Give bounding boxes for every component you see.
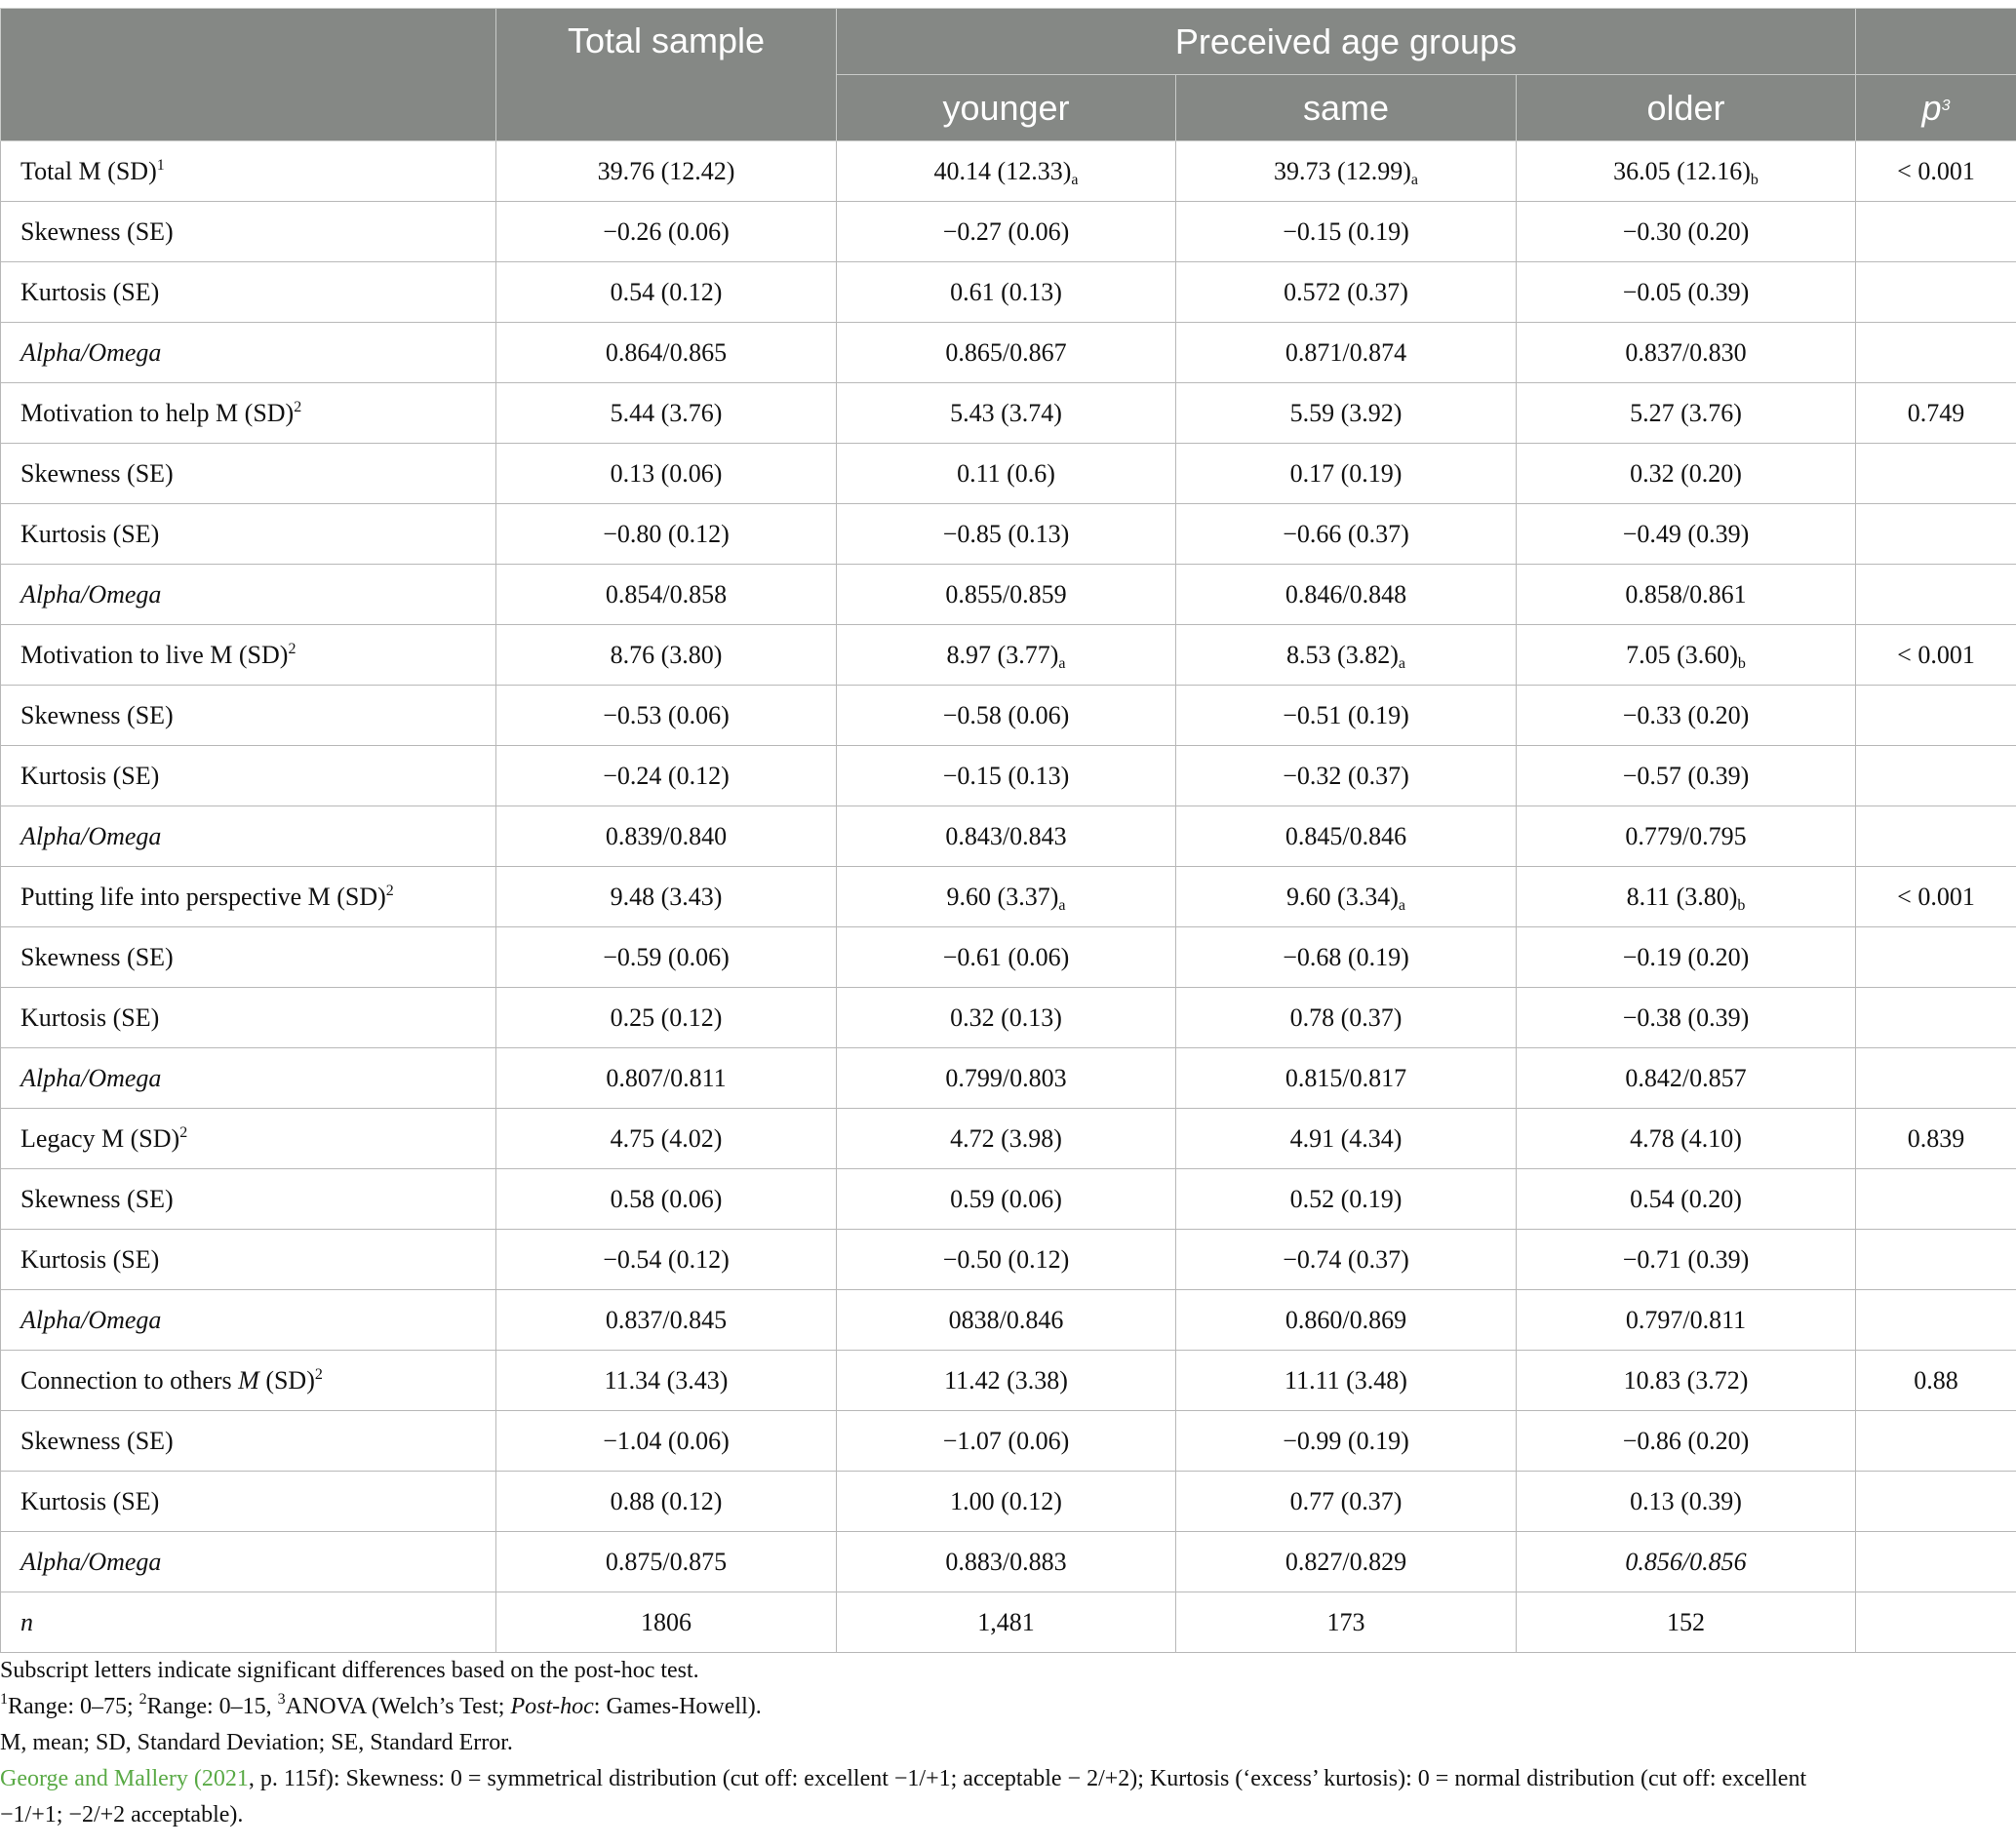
cell-p-value bbox=[1856, 202, 2016, 262]
cell-same: −0.66 (0.37) bbox=[1176, 504, 1517, 565]
cell-older: −0.57 (0.39) bbox=[1517, 746, 1856, 806]
cell-younger: −0.15 (0.13) bbox=[837, 746, 1176, 806]
cell-p-value: 0.749 bbox=[1856, 383, 2016, 444]
note-ranges: $^1$Range: 0–75; $^2$Range: 0–15, $^3$ANOVA (Welch’s Test; Post-hoc: Games-Howell). bbox=[0, 1691, 762, 1719]
cell-younger: −0.27 (0.06) bbox=[837, 202, 1176, 262]
note-abbreviations: M, mean; SD, Standard Deviation; SE, Standard Error. bbox=[0, 1730, 513, 1755]
cell-total: 8.76 (3.80) bbox=[496, 625, 837, 686]
cell-same: 0.815/0.817 bbox=[1176, 1048, 1517, 1109]
row-label: Putting life into perspective M (SD)$^2$ bbox=[1, 867, 496, 927]
cell-older: 0.837/0.830 bbox=[1517, 323, 1856, 383]
cell-p-value bbox=[1856, 1532, 2016, 1592]
cell-same: 5.59 (3.92) bbox=[1176, 383, 1517, 444]
row-label: Alpha/Omega bbox=[1, 1532, 496, 1592]
row-label: Kurtosis (SE) bbox=[1, 746, 496, 806]
cell-p-value bbox=[1856, 1592, 2016, 1653]
cell-older: 5.27 (3.76) bbox=[1517, 383, 1856, 444]
row-label: Skewness (SE) bbox=[1, 1411, 496, 1472]
table-row bbox=[1, 1472, 2016, 1532]
cell-older: 4.78 (4.10) bbox=[1517, 1109, 1856, 1169]
cell-total: −0.24 (0.12) bbox=[496, 746, 837, 806]
cell-same: −0.15 (0.19) bbox=[1176, 202, 1517, 262]
cell-older: −0.33 (0.20) bbox=[1517, 686, 1856, 746]
table-row bbox=[1, 1290, 2016, 1351]
header-age-groups: Preceived age groups bbox=[837, 9, 1856, 75]
row-label: Kurtosis (SE) bbox=[1, 262, 496, 323]
statistics-table bbox=[0, 8, 2016, 1653]
cell-p-value: < 0.001 bbox=[1856, 141, 2016, 202]
row-label: Legacy M (SD)$^2$ bbox=[1, 1109, 496, 1169]
cell-older: 8.11 $(3.80)_b$ bbox=[1517, 867, 1856, 927]
row-label: Connection to others M (SD)$^2$ bbox=[1, 1351, 496, 1411]
cell-younger: 40.14 $(12.33)_a$ bbox=[837, 141, 1176, 202]
cell-older: 7.05 $(3.60)_b$ bbox=[1517, 625, 1856, 686]
cell-total: 0.807/0.811 bbox=[496, 1048, 837, 1109]
cell-same: 0.860/0.869 bbox=[1176, 1290, 1517, 1351]
table-header bbox=[1, 9, 2016, 141]
cell-younger: 5.43 (3.74) bbox=[837, 383, 1176, 444]
cell-total: −0.54 (0.12) bbox=[496, 1230, 837, 1290]
cell-older: 10.83 (3.72) bbox=[1517, 1351, 1856, 1411]
reference-link[interactable]: George and Mallery (2021 bbox=[0, 1766, 249, 1791]
cell-younger: 11.42 (3.38) bbox=[837, 1351, 1176, 1411]
cell-p-value bbox=[1856, 565, 2016, 625]
cell-total: 0.854/0.858 bbox=[496, 565, 837, 625]
cell-same: −0.99 (0.19) bbox=[1176, 1411, 1517, 1472]
table-row bbox=[1, 1230, 2016, 1290]
cell-younger: 0.843/0.843 bbox=[837, 806, 1176, 867]
cell-younger: 0.865/0.867 bbox=[837, 323, 1176, 383]
table-row bbox=[1, 1169, 2016, 1230]
cell-older: 0.13 (0.39) bbox=[1517, 1472, 1856, 1532]
table-row bbox=[1, 1411, 2016, 1472]
cell-total: 0.837/0.845 bbox=[496, 1290, 837, 1351]
table-row bbox=[1, 202, 2016, 262]
cell-older: −0.71 (0.39) bbox=[1517, 1230, 1856, 1290]
row-label: Kurtosis (SE) bbox=[1, 1230, 496, 1290]
table-row bbox=[1, 1351, 2016, 1411]
cell-total: 0.875/0.875 bbox=[496, 1532, 837, 1592]
cell-p-value bbox=[1856, 1411, 2016, 1472]
cell-younger: −0.50 (0.12) bbox=[837, 1230, 1176, 1290]
cell-same: 0.52 (0.19) bbox=[1176, 1169, 1517, 1230]
table-notes bbox=[0, 1653, 2016, 1833]
row-label: Kurtosis (SE) bbox=[1, 988, 496, 1048]
cell-older: 0.779/0.795 bbox=[1517, 806, 1856, 867]
cell-total: 5.44 (3.76) bbox=[496, 383, 837, 444]
table-body bbox=[1, 141, 2016, 1653]
row-label: n bbox=[1, 1592, 496, 1653]
cell-younger: 9.60 $(3.37)_a$ bbox=[837, 867, 1176, 927]
cell-younger: 0.11 (0.6) bbox=[837, 444, 1176, 504]
cell-same: −0.32 (0.37) bbox=[1176, 746, 1517, 806]
table-row bbox=[1, 625, 2016, 686]
cell-same: −0.68 (0.19) bbox=[1176, 927, 1517, 988]
cell-younger: −1.07 (0.06) bbox=[837, 1411, 1176, 1472]
cell-older: 0.32 (0.20) bbox=[1517, 444, 1856, 504]
cell-total: −1.04 (0.06) bbox=[496, 1411, 837, 1472]
cell-younger: 0.799/0.803 bbox=[837, 1048, 1176, 1109]
cell-younger: 0.883/0.883 bbox=[837, 1532, 1176, 1592]
cell-same: −0.51 (0.19) bbox=[1176, 686, 1517, 746]
cell-older: 0.858/0.861 bbox=[1517, 565, 1856, 625]
cell-p-value bbox=[1856, 1048, 2016, 1109]
cell-p-value: 0.839 bbox=[1856, 1109, 2016, 1169]
cell-total: −0.26 (0.06) bbox=[496, 202, 837, 262]
cell-total: −0.53 (0.06) bbox=[496, 686, 837, 746]
table-row bbox=[1, 504, 2016, 565]
table-row bbox=[1, 686, 2016, 746]
cell-older: 0.856/0.856 bbox=[1517, 1532, 1856, 1592]
header-blank-p bbox=[1856, 9, 2016, 75]
cell-p-value bbox=[1856, 262, 2016, 323]
cell-total: 0.54 (0.12) bbox=[496, 262, 837, 323]
cell-older: −0.38 (0.39) bbox=[1517, 988, 1856, 1048]
row-label: Motivation to live M (SD)$^2$ bbox=[1, 625, 496, 686]
cell-p-value: < 0.001 bbox=[1856, 867, 2016, 927]
cell-total: 1806 bbox=[496, 1592, 837, 1653]
cell-younger: 1,481 bbox=[837, 1592, 1176, 1653]
cell-p-value bbox=[1856, 504, 2016, 565]
header-p-value: $p^3$ bbox=[1856, 75, 2016, 141]
cell-same: 11.11 (3.48) bbox=[1176, 1351, 1517, 1411]
cell-older: −0.05 (0.39) bbox=[1517, 262, 1856, 323]
cell-younger: 4.72 (3.98) bbox=[837, 1109, 1176, 1169]
row-label: Alpha/Omega bbox=[1, 323, 496, 383]
table-row bbox=[1, 746, 2016, 806]
row-label: Total M (SD)$^1$ bbox=[1, 141, 496, 202]
cell-total: 0.839/0.840 bbox=[496, 806, 837, 867]
table-row bbox=[1, 806, 2016, 867]
cell-older: −0.49 (0.39) bbox=[1517, 504, 1856, 565]
note-reference-cont: −1/+1; −2/+2 acceptable). bbox=[0, 1802, 244, 1827]
row-label: Alpha/Omega bbox=[1, 1048, 496, 1109]
row-label: Skewness (SE) bbox=[1, 927, 496, 988]
cell-p-value bbox=[1856, 988, 2016, 1048]
cell-same: 0.78 (0.37) bbox=[1176, 988, 1517, 1048]
table-row bbox=[1, 1592, 2016, 1653]
row-label: Motivation to help M (SD)$^2$ bbox=[1, 383, 496, 444]
row-label: Skewness (SE) bbox=[1, 202, 496, 262]
cell-p-value: 0.88 bbox=[1856, 1351, 2016, 1411]
table-row bbox=[1, 383, 2016, 444]
cell-total: −0.59 (0.06) bbox=[496, 927, 837, 988]
cell-older: −0.30 (0.20) bbox=[1517, 202, 1856, 262]
cell-same: 4.91 (4.34) bbox=[1176, 1109, 1517, 1169]
table-row bbox=[1, 565, 2016, 625]
cell-p-value bbox=[1856, 1230, 2016, 1290]
table-row bbox=[1, 927, 2016, 988]
cell-same: 9.60 $(3.34)_a$ bbox=[1176, 867, 1517, 927]
cell-total: 9.48 (3.43) bbox=[496, 867, 837, 927]
cell-total: 4.75 (4.02) bbox=[496, 1109, 837, 1169]
cell-p-value bbox=[1856, 444, 2016, 504]
cell-same: 0.77 (0.37) bbox=[1176, 1472, 1517, 1532]
cell-total: 0.58 (0.06) bbox=[496, 1169, 837, 1230]
cell-older: 152 bbox=[1517, 1592, 1856, 1653]
cell-same: 0.845/0.846 bbox=[1176, 806, 1517, 867]
table-row bbox=[1, 988, 2016, 1048]
cell-total: 0.25 (0.12) bbox=[496, 988, 837, 1048]
row-label: Alpha/Omega bbox=[1, 806, 496, 867]
cell-younger: 0.855/0.859 bbox=[837, 565, 1176, 625]
cell-p-value bbox=[1856, 1290, 2016, 1351]
row-label: Kurtosis (SE) bbox=[1, 1472, 496, 1532]
cell-same: 8.53 $(3.82)_a$ bbox=[1176, 625, 1517, 686]
cell-p-value bbox=[1856, 323, 2016, 383]
note-subscript: Subscript letters indicate significant differences based on the post-hoc test. bbox=[0, 1658, 699, 1683]
table-row bbox=[1, 141, 2016, 202]
cell-older: −0.86 (0.20) bbox=[1517, 1411, 1856, 1472]
row-label: Alpha/Omega bbox=[1, 565, 496, 625]
cell-p-value bbox=[1856, 746, 2016, 806]
table-row bbox=[1, 1109, 2016, 1169]
row-label: Skewness (SE) bbox=[1, 444, 496, 504]
cell-p-value bbox=[1856, 806, 2016, 867]
header-total-sample: Total sample bbox=[496, 9, 837, 141]
cell-older: 0.797/0.811 bbox=[1517, 1290, 1856, 1351]
table-row bbox=[1, 262, 2016, 323]
cell-same: 39.73 $(12.99)_a$ bbox=[1176, 141, 1517, 202]
cell-same: 0.871/0.874 bbox=[1176, 323, 1517, 383]
row-label: Skewness (SE) bbox=[1, 1169, 496, 1230]
row-label: Kurtosis (SE) bbox=[1, 504, 496, 565]
cell-p-value bbox=[1856, 1472, 2016, 1532]
cell-p-value: < 0.001 bbox=[1856, 625, 2016, 686]
header-blank bbox=[1, 9, 496, 141]
table-row bbox=[1, 444, 2016, 504]
cell-total: 0.13 (0.06) bbox=[496, 444, 837, 504]
cell-younger: 0.32 (0.13) bbox=[837, 988, 1176, 1048]
cell-older: −0.19 (0.20) bbox=[1517, 927, 1856, 988]
table-row bbox=[1, 1048, 2016, 1109]
cell-younger: 8.97 $(3.77)_a$ bbox=[837, 625, 1176, 686]
header-older: older bbox=[1517, 75, 1856, 141]
cell-total: −0.80 (0.12) bbox=[496, 504, 837, 565]
table-row bbox=[1, 1532, 2016, 1592]
cell-younger: 0.59 (0.06) bbox=[837, 1169, 1176, 1230]
cell-older: 0.842/0.857 bbox=[1517, 1048, 1856, 1109]
cell-younger: −0.61 (0.06) bbox=[837, 927, 1176, 988]
row-label: Skewness (SE) bbox=[1, 686, 496, 746]
cell-same: 0.572 (0.37) bbox=[1176, 262, 1517, 323]
cell-total: 0.88 (0.12) bbox=[496, 1472, 837, 1532]
cell-same: 173 bbox=[1176, 1592, 1517, 1653]
cell-total: 39.76 (12.42) bbox=[496, 141, 837, 202]
cell-younger: 1.00 (0.12) bbox=[837, 1472, 1176, 1532]
table-row bbox=[1, 867, 2016, 927]
cell-same: 0.846/0.848 bbox=[1176, 565, 1517, 625]
cell-same: 0.17 (0.19) bbox=[1176, 444, 1517, 504]
cell-p-value bbox=[1856, 927, 2016, 988]
cell-same: 0.827/0.829 bbox=[1176, 1532, 1517, 1592]
table-container bbox=[0, 8, 2016, 1653]
cell-same: −0.74 (0.37) bbox=[1176, 1230, 1517, 1290]
cell-p-value bbox=[1856, 1169, 2016, 1230]
cell-total: 11.34 (3.43) bbox=[496, 1351, 837, 1411]
table-row bbox=[1, 323, 2016, 383]
cell-older: 0.54 (0.20) bbox=[1517, 1169, 1856, 1230]
cell-older: 36.05 $(12.16)_b$ bbox=[1517, 141, 1856, 202]
header-younger: younger bbox=[837, 75, 1176, 141]
cell-younger: −0.85 (0.13) bbox=[837, 504, 1176, 565]
cell-total: 0.864/0.865 bbox=[496, 323, 837, 383]
cell-p-value bbox=[1856, 686, 2016, 746]
note-reference: George and Mallery (2021, p. 115f): Skewness: 0 = symmetrical distribution (cut off: excellent −1/+1; acceptable − 2/+2); Kurtosis (‘excess’ kurtosis): 0 = normal distribution (cut off: excellent bbox=[0, 1766, 1807, 1791]
cell-younger: −0.58 (0.06) bbox=[837, 686, 1176, 746]
header-same: same bbox=[1176, 75, 1517, 141]
cell-younger: 0.61 (0.13) bbox=[837, 262, 1176, 323]
row-label: Alpha/Omega bbox=[1, 1290, 496, 1351]
cell-younger: 0838/0.846 bbox=[837, 1290, 1176, 1351]
